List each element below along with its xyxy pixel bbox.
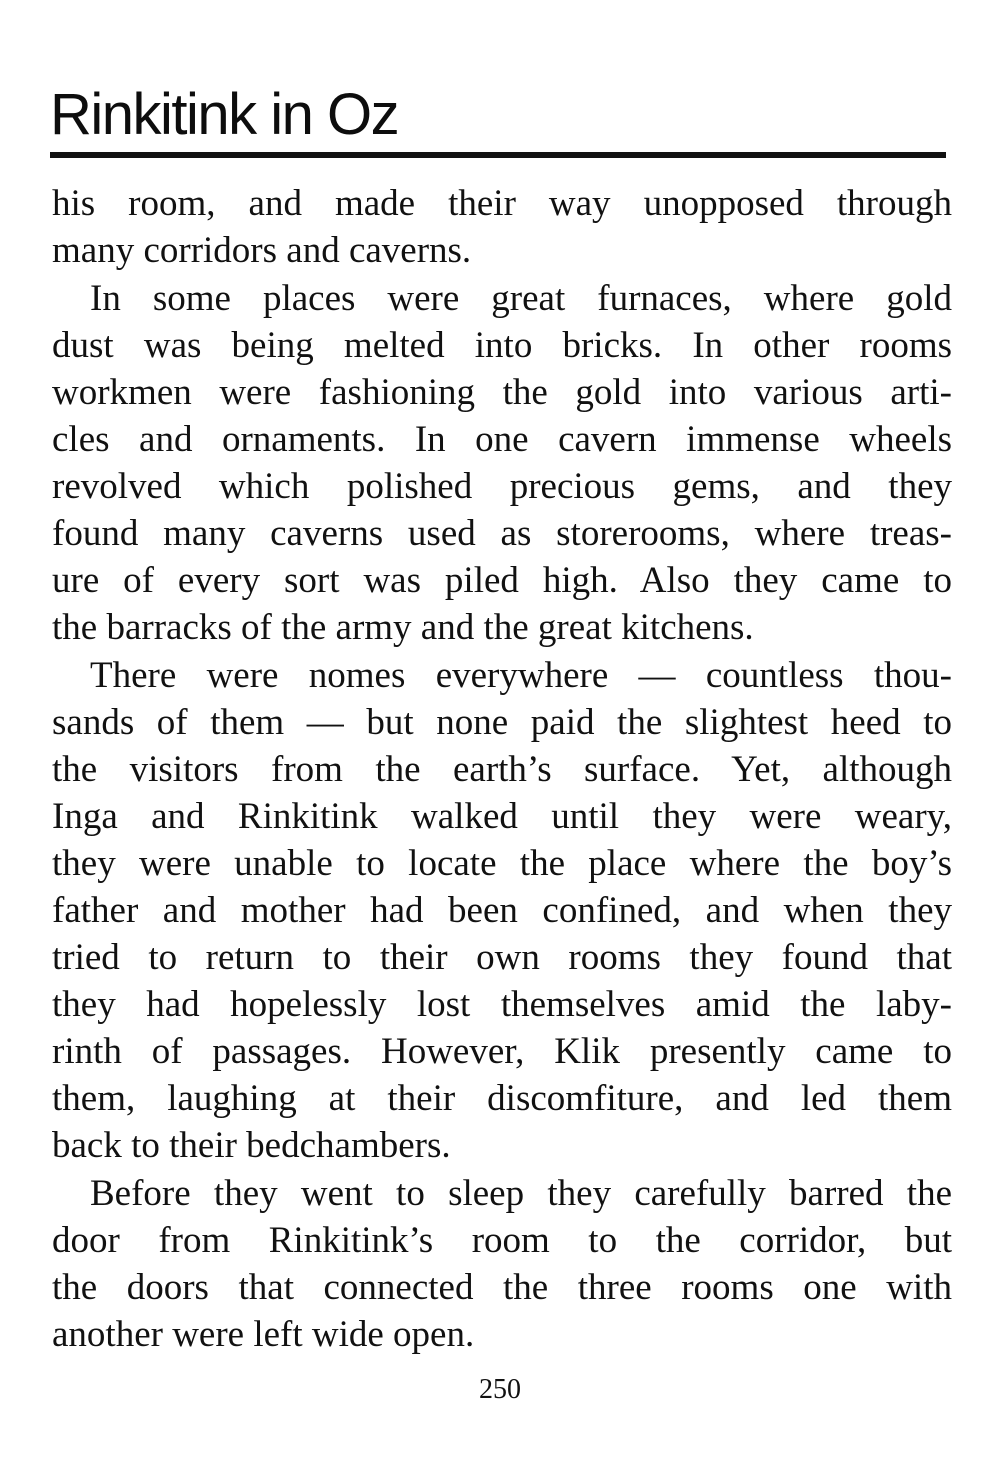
text-line: the barracks of the army and the great kitchens. — [52, 607, 754, 648]
text-line: Inga and Rinkitink walked until they were weary, — [52, 796, 952, 837]
text-line: workmen were fashioning the gold into various arti- — [52, 372, 952, 413]
text-line: the visitors from the earth’s surface. Yet, although — [52, 749, 952, 790]
text-line: Before they went to sleep they carefully barred the — [90, 1173, 952, 1214]
text-line: found many caverns used as storerooms, where treas- — [52, 513, 952, 554]
text-line: them, laughing at their discomfiture, and led them — [52, 1078, 952, 1119]
text-line: rinth of passages. However, Klik presently came to — [52, 1031, 952, 1072]
text-line: another were left wide open. — [52, 1314, 475, 1355]
text-line: cles and ornaments. In one cavern immense wheels — [52, 419, 952, 460]
paragraph-sleep — [52, 1170, 952, 1358]
text-line: revolved which polished precious gems, and they — [52, 466, 952, 507]
text-line: In some places were great furnaces, where gold — [90, 278, 952, 319]
text-line: door from Rinkitink’s room to the corridor, but — [52, 1220, 952, 1261]
text-line: they were unable to locate the place where the boy’s — [52, 843, 952, 884]
text-line: his room, and made their way unopposed through — [52, 183, 952, 224]
text-line: many corridors and caverns. — [52, 230, 472, 271]
body-text — [52, 180, 952, 1358]
text-line: they had hopelessly lost themselves amid the laby- — [52, 984, 952, 1025]
paragraph-nomes — [52, 652, 952, 1169]
text-line: tried to return to their own rooms they found that — [52, 937, 952, 978]
paragraph-furnaces — [52, 275, 952, 651]
text-line: dust was being melted into bricks. In other rooms — [52, 325, 952, 366]
header-rule — [50, 152, 946, 158]
paragraph-continued — [52, 180, 952, 274]
text-line: sands of them — but none paid the slightest heed to — [52, 702, 952, 743]
page-number: 250 — [479, 1374, 521, 1405]
text-line: ure of every sort was piled high. Also they came to — [52, 560, 952, 601]
running-title: Rinkitink in Oz — [50, 82, 399, 147]
text-line: back to their bedchambers. — [52, 1125, 451, 1166]
text-line: father and mother had been confined, and when they — [52, 890, 952, 931]
text-line: There were nomes everywhere — countless thou- — [90, 655, 952, 696]
text-line: the doors that connected the three rooms one with — [52, 1267, 952, 1308]
